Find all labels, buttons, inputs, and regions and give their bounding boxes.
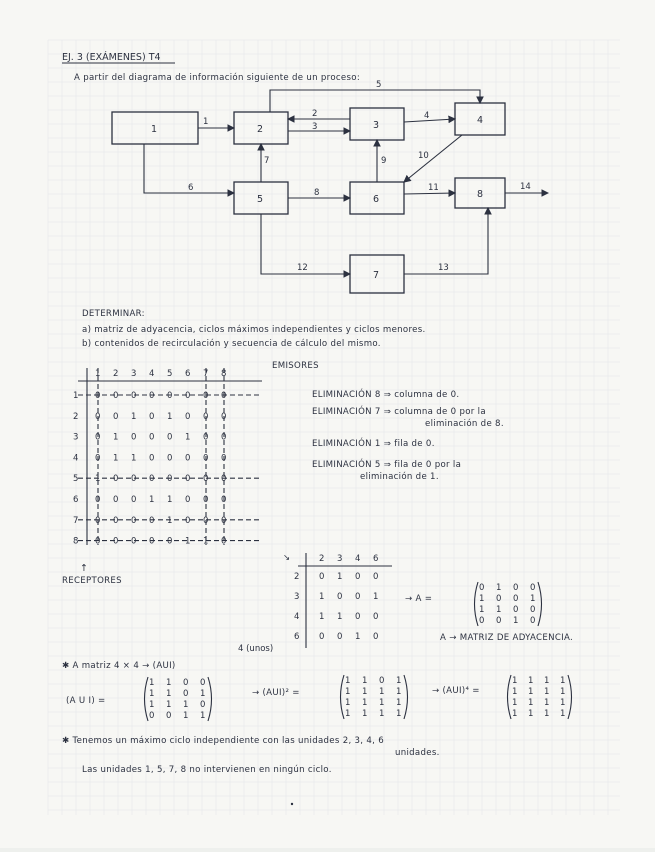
task-title: DETERMINAR: [82,309,145,319]
aui2-cell: 1 [396,687,402,697]
matrix-a-cell: 0 [479,616,485,626]
aui2-cell: 1 [345,709,351,719]
aui4-cell: 1 [544,676,550,686]
matrix1-cell: 0 [203,453,209,464]
matrix1-cell: 0 [203,411,209,422]
matrix1-cell: 0 [221,391,227,401]
aui4-cell: 1 [560,676,566,686]
matrix-a-cell: 0 [513,605,519,615]
matrix1-cell: 0 [95,515,101,526]
matrix2-col-header: 4 [355,554,361,564]
matrix-a-cell: 1 [496,583,502,593]
receptores-label: RECEPTORES [62,576,122,586]
node-label-3: 3 [373,120,380,131]
matrix1-cell: 0 [149,391,155,401]
aui-cell: 0 [166,711,172,721]
matrix1-cell: 1 [113,453,119,464]
matrix-a-cell: 0 [513,583,519,593]
matrix1-cell: 1 [131,411,137,422]
arrow-10 [404,135,462,182]
aui4-cell: 1 [560,698,566,708]
note-4b: eliminación de 1. [360,472,439,482]
arrow-4 [404,119,455,122]
aui2-cell: 1 [345,687,351,697]
matrix-a-cell: 1 [479,605,485,615]
matrix2-corner-arrow: ↘ [283,553,291,563]
matrix2-cell: 0 [373,632,379,642]
aui2-cell: 1 [362,698,368,708]
matrix1-col-header: 2 [113,369,119,379]
aui4-cell: 1 [544,698,550,708]
receptores-arrow: ↑ [80,563,88,574]
matrix2-cell: 0 [319,632,325,642]
matrix1-cell: 0 [95,391,101,401]
aui4-cell: 1 [512,676,518,686]
matrix2-cell: 0 [355,592,361,602]
matrix1-col-header: 3 [131,369,137,379]
node-label-8: 8 [477,189,484,200]
matrix-a-cell: 0 [479,583,485,593]
matrix1-cell: 1 [167,495,173,505]
arrow-label-4: 4 [424,111,430,121]
matrix1-cell: 0 [167,391,173,401]
aui2-cell: 1 [379,709,385,719]
emisores-label: EMISORES [272,361,319,371]
aui-matrix [145,677,212,721]
matrix2-row-header: 4 [294,612,300,622]
matrix-a-cell: 1 [530,594,536,604]
note-3: ELIMINACIÓN 1 ⇒ fila de 0. [312,439,435,449]
aui2-cell: 1 [379,698,385,708]
matrix2-cell: 0 [355,612,361,622]
matrix1-cell: 0 [131,474,137,485]
process-diagram [112,80,548,293]
aui-cell: 1 [149,700,155,710]
matrix1-cell: 0 [149,411,155,422]
matrix1-cell: 1 [185,432,191,443]
matrix1-cell: 0 [167,432,173,443]
matrix1-cell: 0 [185,515,191,526]
matrix2-cell: 1 [337,572,343,582]
matrix1-cell: 0 [185,474,191,485]
note-4a: ELIMINACIÓN 5 ⇒ fila de 0 por la [312,460,462,470]
matrix-a-cell: 0 [530,616,536,626]
matrix1-cell: 0 [221,536,227,547]
matrix1-cell: 0 [203,495,209,505]
matrix2-col-header: 3 [337,554,343,564]
aui4-cell: 1 [528,687,534,697]
matrix2-cell: 1 [355,632,361,642]
matrix1-cell: 1 [167,515,173,526]
matrix2-row-header: 6 [294,632,300,642]
aui-cell: 1 [183,711,189,721]
matrix2-cell: 0 [319,572,325,582]
matrix1-cell: 0 [95,495,101,505]
aui4-lhs: → (AUI)⁴ = [432,686,480,696]
aui-cell: 1 [149,689,155,699]
matrix-a-caption: A → MATRIZ DE ADYACENCIA. [440,633,574,643]
matrix1-cell: 0 [149,536,155,547]
matrix1-cell: 0 [167,536,173,547]
aui4-cell: 1 [512,698,518,708]
matrix1-cell: 0 [113,536,119,547]
matrix2-row-header: 3 [294,592,300,602]
matrix-a-prefix: → A = [405,594,433,604]
matrix1-cell: 0 [185,453,191,464]
matrix2-cell: 0 [355,572,361,582]
aui-cell: 1 [183,700,189,710]
matrix1-cell: 0 [113,495,119,505]
matrix1-cell: 0 [113,474,119,485]
node-label-2: 2 [257,124,264,135]
node-label-1: 1 [151,124,158,135]
aui4-cell: 1 [560,709,566,719]
matrix2-cell: 0 [373,612,379,622]
matrix-a-cell: 0 [513,594,519,604]
matrix1-cell: 1 [203,536,209,547]
arrow-label-8: 8 [314,188,320,198]
aui-squared-matrix [341,675,408,719]
aui4-cell: 1 [544,709,550,719]
intro-text: A partir del diagrama de información siguiente de un proceso: [74,73,361,83]
node-label-7: 7 [373,270,380,281]
matrix1-cell: 1 [113,432,119,443]
matrix1-cell: 1 [149,495,155,505]
aui-unos-note: 4 (unos) [238,644,274,654]
matrix-a-cell: 0 [530,605,536,615]
matrix2-cell: 0 [337,592,343,602]
matrix1-cell: 0 [95,432,101,443]
matrix1-cell: 0 [221,453,227,464]
conclusion-2: Las unidades 1, 5, 7, 8 no intervienen en ningún ciclo. [82,765,332,775]
matrix1-cell: 1 [95,474,101,485]
aui-cell: 1 [200,711,206,721]
arrow-label-12: 12 [297,263,308,273]
aui2-cell: 1 [379,687,385,697]
matrix1-col-header: 6 [185,369,191,379]
matrix1-cell: 0 [167,474,173,485]
matrix1-row-header: 4 [73,453,79,464]
matrix1-cell: 0 [113,391,119,401]
node-label-6: 6 [373,194,380,205]
node-label-5: 5 [257,194,264,205]
arrow-5 [270,90,480,112]
aui2-cell: 1 [362,676,368,686]
matrix-a-cell: 1 [479,594,485,604]
arrow-label-5: 5 [376,80,382,90]
matrix2-row-header: 2 [294,572,300,582]
matrix1-cell: 0 [203,432,209,443]
arrow-label-9: 9 [381,156,387,166]
matrix1-cell: 1 [131,453,137,464]
matrix-a-cell: 0 [496,594,502,604]
matrix2-cell: 0 [373,572,379,582]
aui2-lhs: → (AUI)² = [252,688,300,698]
arrow-label-13: 13 [438,263,449,273]
matrix1-cell: 0 [149,432,155,443]
matrix1-cell: 0 [203,474,209,485]
note-2b: eliminación de 8. [425,419,504,429]
matrix1-cell: 0 [185,411,191,422]
note-1: ELIMINACIÓN 8 ⇒ columna de 0. [312,390,460,400]
arrow-label-11: 11 [428,183,439,193]
arrow-label-1: 1 [203,117,209,127]
matrix2-cell: 1 [319,592,325,602]
aui-cell: 1 [166,689,172,699]
aui-cell: 1 [200,689,206,699]
conclusion-1: ✱ Tenemos un máximo ciclo independiente con las unidades 2, 3, 4, 6 [62,736,384,746]
paper-grid [48,40,620,815]
matrix1-cell: 1 [167,411,173,422]
aui2-cell: 1 [396,676,402,686]
matrix1-cell: 0 [113,411,119,422]
arrow-label-10: 10 [418,151,429,161]
matrix2-cell: 0 [337,632,343,642]
aui2-cell: 1 [345,676,351,686]
aui4-cell: 1 [544,687,550,697]
aui2-cell: 0 [379,676,385,686]
aui-cell: 0 [183,689,189,699]
aui-fourth-matrix [508,675,572,719]
matrix1-cell: 0 [185,495,191,505]
matrix1-cell: 0 [221,411,227,422]
matrix1-row-header: 8 [73,536,79,547]
matrix-a-cell: 0 [530,583,536,593]
matrix1-col-header: 7 [203,369,209,379]
matrix1-cell: 0 [221,495,227,505]
matrix2-col-header: 6 [373,554,379,564]
matrix-a-cell: 1 [496,605,502,615]
aui4-cell: 1 [528,676,534,686]
arrow-label-6: 6 [188,183,194,193]
aui-cell: 0 [200,700,206,710]
matrix-a-cell: 1 [513,616,519,626]
aui-cell: 1 [149,678,155,688]
matrix1-cell: 0 [95,453,101,464]
aui-size-note: ✱ A matriz 4 × 4 → (AUI) [62,661,176,671]
arrow-label-7: 7 [264,156,270,166]
aui-cell: 0 [149,711,155,721]
matrix1-row-header: 2 [73,411,79,422]
matrix1-row-header: 1 [73,391,79,401]
node-label-4: 4 [477,115,484,126]
aui-lhs: (A U I) = [66,696,106,706]
page-dot [291,803,293,805]
aui-cell: 1 [166,700,172,710]
note-2a: ELIMINACIÓN 7 ⇒ columna de 0 por la [312,407,486,417]
elimination-notes [312,388,504,482]
matrix1-cell: 1 [185,536,191,547]
matrix1-cell: 0 [221,474,227,485]
matrix1-cell: 0 [131,495,137,505]
aui4-cell: 1 [528,709,534,719]
adjacency-matrix-full [73,368,262,547]
matrix1-cell: 0 [203,515,209,526]
matrix1-cell: 0 [221,432,227,443]
matrix2-cell: 1 [319,612,325,622]
matrix1-col-header: 4 [149,369,155,379]
matrix1-cell: 0 [131,391,137,401]
matrix1-cell: 0 [149,474,155,485]
matrix1-cell: 0 [185,391,191,401]
arrow-label-14: 14 [520,182,531,192]
aui4-cell: 1 [512,709,518,719]
aui-cell: 1 [166,678,172,688]
matrix-a-cell: 0 [496,616,502,626]
task-a: a) matriz de adyacencia, ciclos máximos independientes y ciclos menores. [82,325,426,335]
matrix1-cell: 0 [131,515,137,526]
aui2-cell: 1 [396,698,402,708]
matrix1-cell: 0 [95,536,101,547]
aui4-cell: 1 [560,687,566,697]
matrix1-cell: 0 [149,453,155,464]
matrix-a [475,582,542,626]
aui4-cell: 1 [528,698,534,708]
matrix1-col-header: 5 [167,369,173,379]
aui4-cell: 1 [512,687,518,697]
adjacency-matrix-reduced [283,553,392,648]
matrix1-row-header: 6 [73,495,79,505]
matrix1-cell: 0 [167,453,173,464]
matrix1-row-header: 5 [73,474,79,485]
aui2-cell: 1 [396,709,402,719]
matrix1-cell: 0 [113,515,119,526]
matrix1-cell: 0 [221,515,227,526]
matrix1-row-header: 3 [73,432,79,443]
matrix1-col-header: 8 [221,369,227,379]
aui-cell: 0 [200,678,206,688]
arrow-label-3: 3 [312,122,318,132]
aui2-cell: 1 [362,687,368,697]
aui-cell: 0 [183,678,189,688]
matrix2-cell: 1 [337,612,343,622]
matrix1-col-header: 1 [95,369,101,379]
matrix1-row-header: 7 [73,515,79,526]
aui2-cell: 1 [362,709,368,719]
matrix1-cell: 0 [95,411,101,422]
aui2-cell: 1 [345,698,351,708]
exercise-heading: EJ. 3 (EXÁMENES) T4 [62,52,161,63]
arrow-label-2: 2 [312,109,318,119]
matrix1-cell: 0 [149,515,155,526]
matrix1-cell: 0 [203,391,209,401]
task-b: b) contenidos de recirculación y secuencia de cálculo del mismo. [82,339,381,349]
matrix1-cell: 0 [131,432,137,443]
matrix1-cell: 0 [131,536,137,547]
matrix2-cell: 1 [373,592,379,602]
matrix2-col-header: 2 [319,554,325,564]
conclusion-1b: unidades. [395,748,440,758]
